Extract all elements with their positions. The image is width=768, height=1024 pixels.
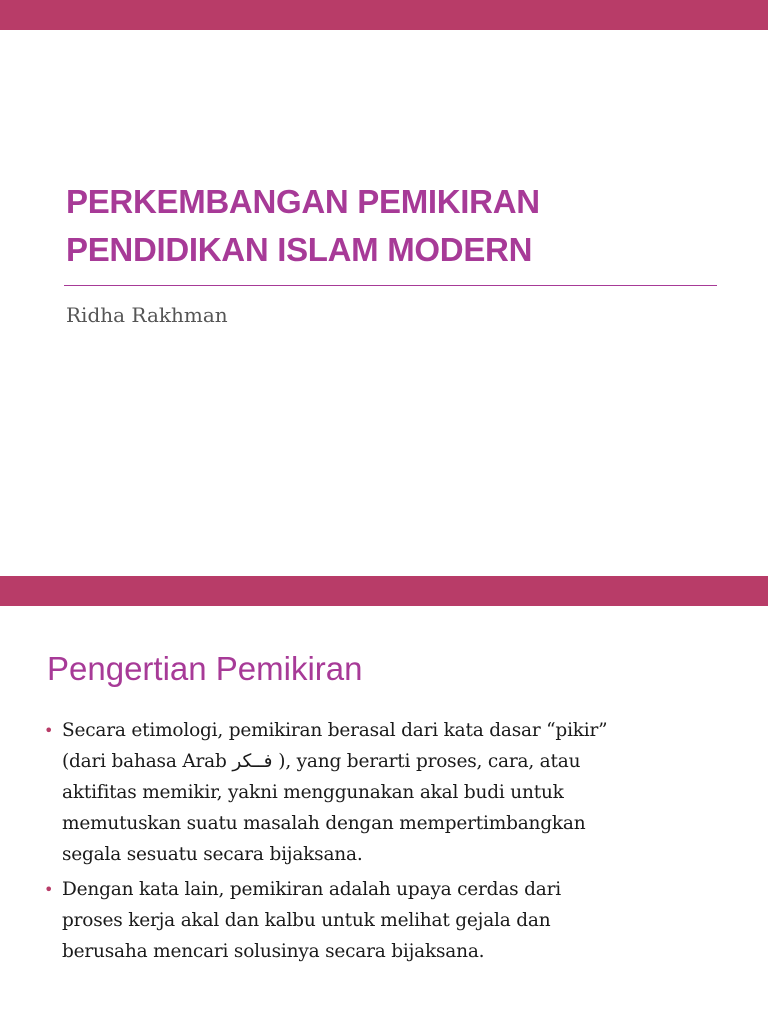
bullet-text-line: proses kerja akal dan kalbu untuk melihat gejala dan — [62, 910, 551, 931]
title-line-2: PENDIDIKAN ISLAM MODERN — [66, 231, 533, 268]
author-subtitle: Ridha Rakhman — [66, 303, 228, 327]
bullet-list — [44, 715, 724, 971]
bullet-icon: • — [44, 721, 54, 740]
content-slide — [0, 576, 768, 1024]
bullet-text-line: Secara etimologi, pemikiran berasal dari kata dasar “pikir” — [62, 720, 608, 741]
title-divider — [64, 285, 717, 286]
bullet-text-line: berusaha mencari solusinya secara bijaksana. — [62, 941, 485, 962]
slide-heading: Pengertian Pemikiran — [47, 650, 363, 687]
slide-title — [66, 178, 706, 274]
bullet-icon: • — [44, 880, 54, 899]
bullet-text-line: aktifitas memikir, yakni menggunakan akal budi untuk — [62, 782, 564, 803]
bullet-text-line: (dari bahasa Arab فــكر ), yang berarti proses, cara, atau — [62, 751, 581, 772]
bullet-text-line: memutuskan suatu masalah dengan mempertimbangkan — [62, 813, 586, 834]
top-accent-bar — [0, 576, 768, 606]
bullet-text-line: Dengan kata lain, pemikiran adalah upaya cerdas dari — [62, 879, 561, 900]
bullet-item — [44, 874, 724, 967]
title-line-1: PERKEMBANGAN PEMIKIRAN — [66, 183, 540, 220]
bullet-item — [44, 715, 724, 870]
bullet-text-line: segala sesuatu secara bijaksana. — [62, 844, 363, 865]
top-accent-bar — [0, 0, 768, 30]
